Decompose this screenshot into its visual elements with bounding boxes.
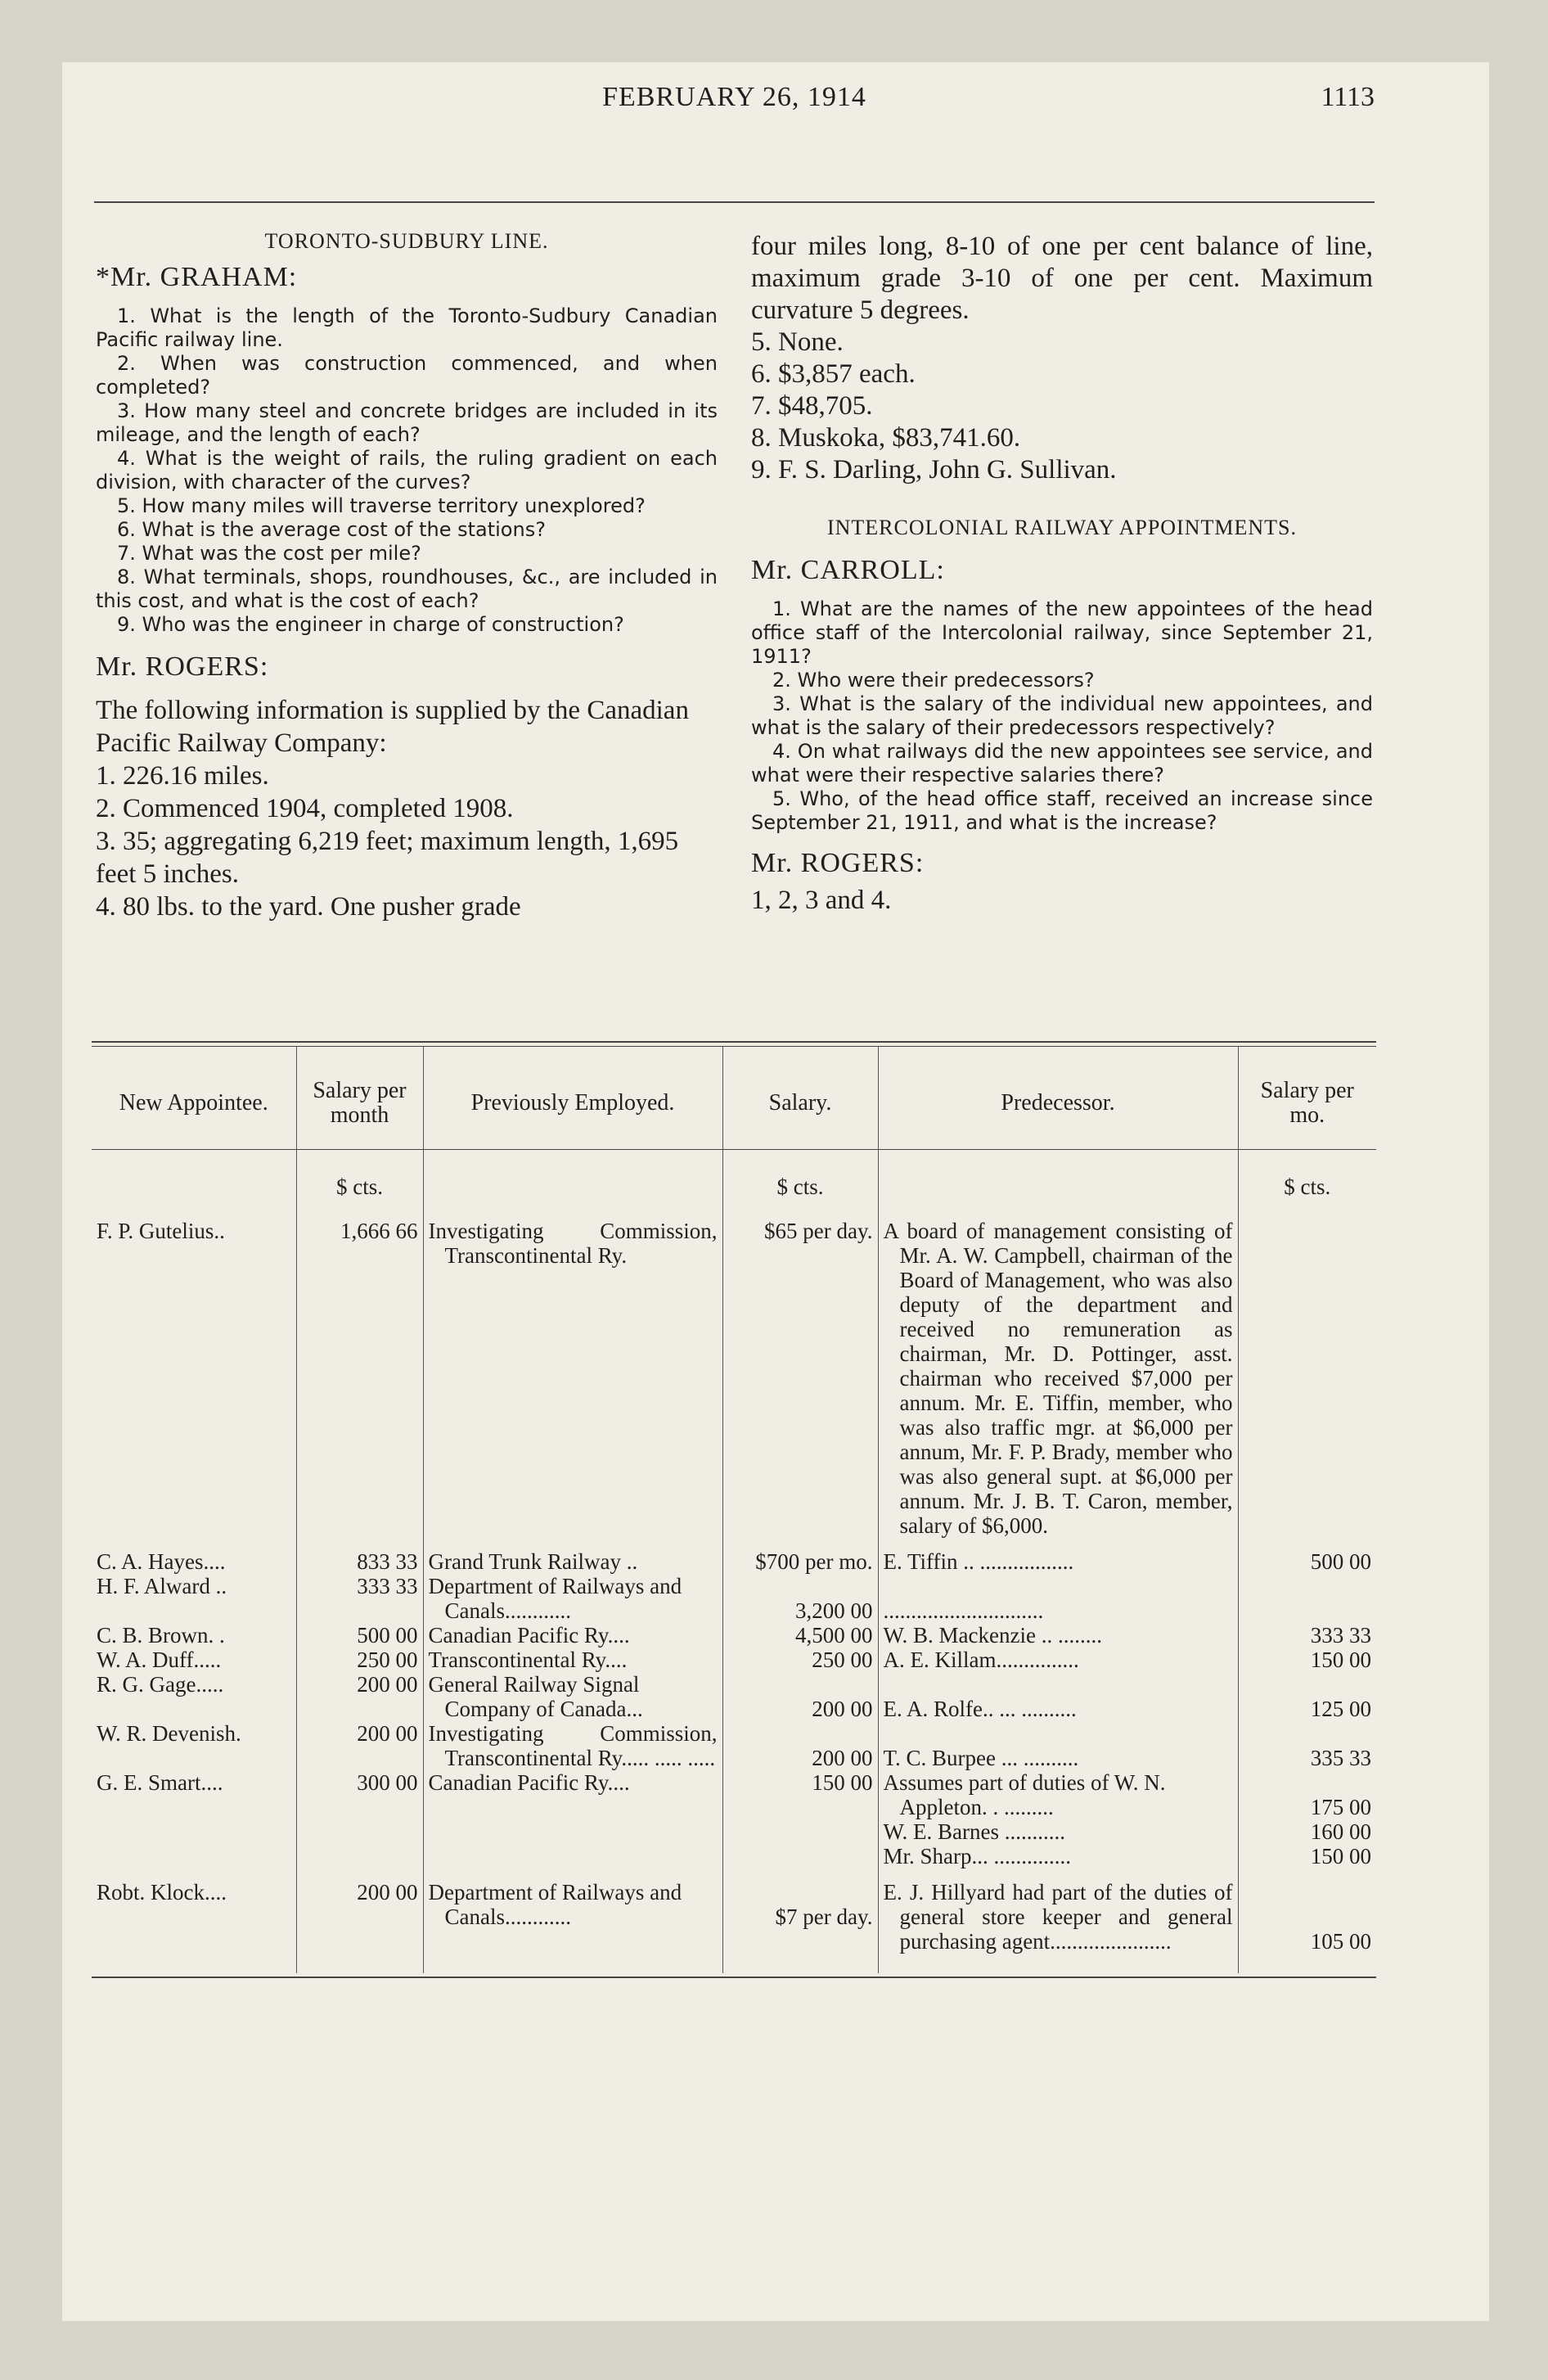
salary-cell: 150 00 bbox=[722, 1770, 878, 1819]
salary-month-cell bbox=[296, 1819, 423, 1844]
answer: 7. $48,705. bbox=[751, 391, 873, 421]
right-column bbox=[751, 231, 1373, 917]
header-rule bbox=[94, 201, 1375, 203]
salary-cell: 4,500 00 bbox=[722, 1623, 878, 1648]
predecessor-cell: A board of management consisting of Mr. A. W. Campbell, chairman of the Board of Management, who was also deputy of the department and received no remuneration as chairman, Mr. D. Pottinger, asst. chairman who received $7,000 per annum. Mr. E. Tiffin, member, who was also traffic mgr. at $6,000 per annum, Mr. F. P. Brady, member who was also general supt. at $6,000 per annum. Mr. J. B. T. Caron, member, salary of $6,000. bbox=[878, 1219, 1238, 1538]
predecessor-cell: W. E. Barnes ........... bbox=[878, 1819, 1238, 1844]
salary-month-cell: 333 33 bbox=[296, 1574, 423, 1623]
pred-salary-cell bbox=[1238, 1219, 1376, 1538]
speaker-rogers: Mr. ROGERS: bbox=[96, 651, 269, 682]
question: 1. What is the length of the Toronto-Sudbury Canadian Pacific railway line. bbox=[96, 304, 718, 351]
salary-cell: 200 00 bbox=[722, 1672, 878, 1721]
table-row bbox=[92, 1648, 1376, 1672]
unit-cell: $ cts. bbox=[722, 1150, 878, 1219]
previously-cell: Canadian Pacific Ry.... bbox=[423, 1623, 722, 1648]
salary-cell: 200 00 bbox=[722, 1721, 878, 1770]
page-number: 1113 bbox=[1321, 82, 1375, 112]
unit-cell bbox=[878, 1150, 1238, 1219]
salary-cell: 250 00 bbox=[722, 1648, 878, 1672]
salary-month-cell: 200 00 bbox=[296, 1868, 423, 1954]
speaker-carroll: Mr. CARROLL: bbox=[751, 555, 945, 585]
unit-cell: $ cts. bbox=[1238, 1150, 1376, 1219]
pred-salary-cell: 335 33 bbox=[1238, 1721, 1376, 1770]
section-title-toronto-sudbury: TORONTO-SUDBURY LINE. bbox=[264, 229, 549, 253]
pred-salary-cell: 105 00 bbox=[1238, 1868, 1376, 1954]
predecessor-cell: T. C. Burpee ... .......... bbox=[878, 1721, 1238, 1770]
question: 5. How many miles will traverse territory unexplored? bbox=[117, 494, 646, 517]
question: 6. What is the average cost of the stations? bbox=[117, 518, 546, 541]
appointee-cell: G. E. Smart.... bbox=[97, 1770, 223, 1795]
answer: 6. $3,857 each. bbox=[751, 359, 916, 389]
question: 5. Who, of the head office staff, received an increase since September 21, 1911, and what is the increase? bbox=[751, 787, 1373, 834]
appointee-cell: F. P. Gutelius.. bbox=[97, 1219, 225, 1243]
previously-cell: Investigating Commission, Transcontinental Ry..... ..... ..... bbox=[423, 1721, 722, 1770]
appointee-cell: W. A. Duff..... bbox=[97, 1648, 222, 1672]
predecessor-cell: E. Tiffin .. ................. bbox=[878, 1538, 1238, 1574]
table-row bbox=[92, 1219, 1376, 1538]
question: 8. What terminals, shops, roundhouses, &c., are included in this cost, and what is the cost of each? bbox=[96, 566, 718, 612]
unit-cell: $ cts. bbox=[296, 1150, 423, 1219]
answer: 8. Muskoka, $83,741.60. bbox=[751, 423, 1021, 453]
table-row bbox=[92, 1868, 1376, 1954]
rogers-answers bbox=[96, 694, 718, 923]
graham-questions bbox=[96, 304, 718, 637]
pred-salary-cell: 150 00 bbox=[1238, 1648, 1376, 1672]
salary-cell bbox=[722, 1844, 878, 1868]
table-row bbox=[92, 1819, 1376, 1844]
salary-month-cell: 500 00 bbox=[296, 1623, 423, 1648]
question: 4. What is the weight of rails, the ruling gradient on each division, with character of the curves? bbox=[96, 447, 718, 494]
previously-cell: Investigating Commission, Transcontinental Ry. bbox=[423, 1219, 722, 1538]
col-header-salary: Salary. bbox=[722, 1046, 878, 1150]
salary-month-cell: 200 00 bbox=[296, 1721, 423, 1770]
col-header-previously-employed: Previously Employed. bbox=[423, 1046, 722, 1150]
table-row bbox=[92, 1721, 1376, 1770]
previously-cell: Transcontinental Ry.... bbox=[423, 1648, 722, 1672]
header-date: FEBRUARY 26, 1914 bbox=[602, 82, 866, 112]
appointee-cell: R. G. Gage..... bbox=[97, 1672, 224, 1697]
question: 2. When was construction commenced, and when completed? bbox=[96, 352, 718, 399]
unit-cell bbox=[423, 1150, 722, 1219]
answer-intro: The following information is supplied by the Canadian Pacific Railway Company: bbox=[96, 696, 689, 758]
previously-cell bbox=[423, 1844, 722, 1868]
table-row bbox=[92, 1844, 1376, 1868]
pred-salary-cell: 500 00 bbox=[1238, 1538, 1376, 1574]
predecessor-cell: Mr. Sharp... .............. bbox=[878, 1844, 1238, 1868]
appointee-cell: C. B. Brown. . bbox=[97, 1623, 225, 1648]
pred-salary-cell: 175 00 bbox=[1238, 1770, 1376, 1819]
col-header-predecessor: Predecessor. bbox=[878, 1046, 1238, 1150]
salary-cell: $7 per day. bbox=[722, 1868, 878, 1954]
salary-month-cell: 300 00 bbox=[296, 1770, 423, 1819]
appointee-cell: C. A. Hayes.... bbox=[97, 1549, 226, 1574]
table-top-rule bbox=[92, 1041, 1376, 1043]
salary-month-cell: 1,666 66 bbox=[296, 1219, 423, 1538]
salary-month-cell bbox=[296, 1844, 423, 1868]
previously-cell: Grand Trunk Railway .. bbox=[423, 1538, 722, 1574]
question: 3. What is the salary of the individual new appointees, and what is the salary of their predecessors respectively? bbox=[751, 692, 1373, 739]
predecessor-cell: W. B. Mackenzie .. ........ bbox=[878, 1623, 1238, 1648]
salary-cell bbox=[722, 1819, 878, 1844]
previously-cell bbox=[423, 1819, 722, 1844]
col-header-salary-per-mo: Salary per mo. bbox=[1238, 1046, 1376, 1150]
section-title-intercolonial: INTERCOLONIAL RAILWAY APPOINTMENTS. bbox=[826, 516, 1297, 539]
table-row bbox=[92, 1770, 1376, 1819]
previously-cell: Department of Railways and Canals............ bbox=[423, 1574, 722, 1623]
previously-cell: Department of Railways and Canals............ bbox=[423, 1868, 722, 1954]
page-header bbox=[94, 82, 1375, 118]
question: 1. What are the names of the new appointees of the head office staff of the Intercolonial railway, since September 21, 1911? bbox=[751, 597, 1373, 668]
appointee-cell bbox=[92, 1844, 296, 1868]
appointee-cell: Robt. Klock.... bbox=[97, 1880, 227, 1904]
salary-cell: $65 per day. bbox=[722, 1219, 878, 1538]
previously-cell: Canadian Pacific Ry.... bbox=[423, 1770, 722, 1819]
predecessor-cell: E. J. Hillyard had part of the duties of general store keeper and general purchasing agent...................... bbox=[878, 1868, 1238, 1954]
appointee-cell: W. R. Devenish. bbox=[97, 1721, 241, 1746]
col-header-new-appointee: New Appointee. bbox=[92, 1046, 296, 1150]
col-header-salary-per-month: Salary per month bbox=[296, 1046, 423, 1150]
pred-salary-cell: 160 00 bbox=[1238, 1819, 1376, 1844]
predecessor-cell: Assumes part of duties of W. N. Appleton. . ......... bbox=[878, 1770, 1238, 1819]
carroll-questions bbox=[751, 597, 1373, 835]
question: 7. What was the cost per mile? bbox=[117, 542, 421, 565]
answer: 5. None. bbox=[751, 327, 844, 357]
salary-month-cell: 250 00 bbox=[296, 1648, 423, 1672]
answer: 1. 226.16 miles. bbox=[96, 761, 269, 791]
question: 4. On what railways did the new appointees see service, and what were their respective salaries there? bbox=[751, 740, 1373, 787]
left-column bbox=[96, 229, 718, 923]
rogers-reply: 1, 2, 3 and 4. bbox=[751, 886, 892, 915]
answer: 4. 80 lbs. to the yard. One pusher grade bbox=[96, 892, 521, 922]
salary-cell: $700 per mo. bbox=[722, 1538, 878, 1574]
table-spacer bbox=[92, 1954, 1376, 1973]
table-row bbox=[92, 1538, 1376, 1574]
answer: 9. F. S. Darling, John G. Sullivan. bbox=[751, 455, 1117, 485]
question: 9. Who was the engineer in charge of construction? bbox=[117, 613, 624, 636]
previously-cell: General Railway Signal Company of Canada... bbox=[423, 1672, 722, 1721]
pred-salary-cell: 125 00 bbox=[1238, 1672, 1376, 1721]
table-bottom-rule bbox=[92, 1977, 1376, 1978]
right-answers bbox=[751, 231, 1373, 486]
question: 2. Who were their predecessors? bbox=[772, 669, 1095, 692]
answer: 3. 35; aggregating 6,219 feet; maximum length, 1,695 feet 5 inches. bbox=[96, 827, 679, 889]
table-header-row bbox=[92, 1046, 1376, 1150]
salary-cell: 3,200 00 bbox=[722, 1574, 878, 1623]
answer-continuation: four miles long, 8-10 of one per cent balance of line, maximum grade 3-10 of one per cent. Maximum curvature 5 degrees. bbox=[751, 232, 1373, 325]
unit-cell bbox=[92, 1150, 296, 1219]
salary-month-cell: 833 33 bbox=[296, 1538, 423, 1574]
table-row bbox=[92, 1672, 1376, 1721]
units-row bbox=[92, 1150, 1376, 1219]
predecessor-cell: E. A. Rolfe.. ... .......... bbox=[878, 1672, 1238, 1721]
pred-salary-cell: 333 33 bbox=[1238, 1623, 1376, 1648]
predecessor-cell: A. E. Killam............... bbox=[878, 1648, 1238, 1672]
table-row bbox=[92, 1574, 1376, 1623]
predecessor-cell: ............................. bbox=[878, 1574, 1238, 1623]
speaker-graham: *Mr. GRAHAM: bbox=[96, 262, 298, 292]
pred-salary-cell: 150 00 bbox=[1238, 1844, 1376, 1868]
appointments-table bbox=[92, 1046, 1376, 1978]
pred-salary-cell bbox=[1238, 1574, 1376, 1623]
answer: 2. Commenced 1904, completed 1908. bbox=[96, 794, 514, 823]
salary-month-cell: 200 00 bbox=[296, 1672, 423, 1721]
appointee-cell: H. F. Alward .. bbox=[97, 1574, 227, 1598]
speaker-rogers-2: Mr. ROGERS: bbox=[751, 848, 925, 878]
question: 3. How many steel and concrete bridges are included in its mileage, and the length of each? bbox=[96, 399, 718, 446]
table-row bbox=[92, 1623, 1376, 1648]
appointee-cell bbox=[92, 1819, 296, 1844]
